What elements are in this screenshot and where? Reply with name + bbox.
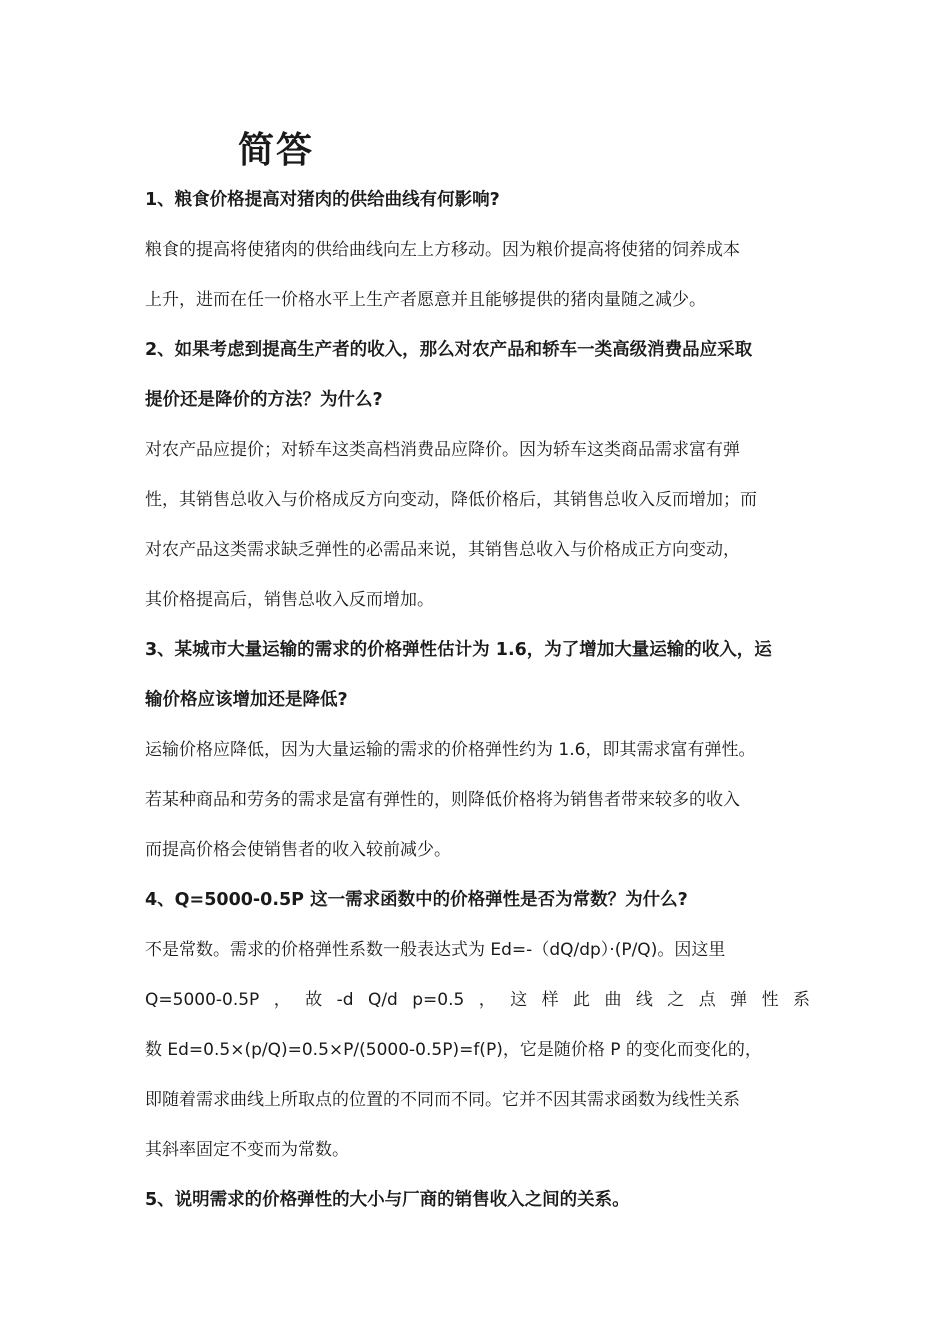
answer-line-justified xyxy=(145,975,810,1025)
answer-word: 弹 xyxy=(730,990,748,1010)
answer-line: 而提高价格会使销售者的收入较前减少。 xyxy=(145,840,451,860)
answer-line: 即随着需求曲线上所取点的位置的不同而不同。它并不因其需求函数为线性关系 xyxy=(145,1090,740,1110)
answer-word: 这 xyxy=(510,990,528,1010)
question-line: 提价还是降价的方法？为什么? xyxy=(145,390,383,410)
answer-line: 其斜率固定不变而为常数。 xyxy=(145,1140,349,1160)
answer-line: 运输价格应降低，因为大量运输的需求的价格弹性约为 1.6，即其需求富有弹性。 xyxy=(145,740,756,760)
answer-word: p=0.5 xyxy=(412,990,465,1010)
answer-word: 故 xyxy=(305,990,323,1010)
document-body xyxy=(145,175,810,1225)
question-line: 2、如果考虑到提高生产者的收入，那么对农产品和轿车一类高级消费品应采取 xyxy=(145,340,753,360)
answer-word: 系 xyxy=(792,990,810,1010)
answer-word: 线 xyxy=(635,990,653,1010)
answer-word: 样 xyxy=(541,990,559,1010)
answer-line: 数 Ed=0.5×(p/Q)=0.5×P/(5000-0.5P)=f(P)，它是随价格 P 的变化而变化的， xyxy=(145,1040,762,1060)
answer-line: 不是常数。需求的价格弹性系数一般表达式为 Ed=-（dQ/dp）·(P/Q)。因这里 xyxy=(145,940,726,960)
answer-word: -d xyxy=(336,990,354,1010)
answer-word: 性 xyxy=(761,990,779,1010)
question-line: 3、某城市大量运输的需求的价格弹性估计为 1.6，为了增加大量运输的收入，运 xyxy=(145,640,772,660)
answer-word: Q=5000-0.5P xyxy=(145,990,260,1010)
answer-word: ， xyxy=(273,990,291,1010)
answer-line: 粮食的提高将使猪肉的供给曲线向左上方移动。因为粮价提高将使猪的饲养成本 xyxy=(145,240,740,260)
answer-word: 曲 xyxy=(604,990,622,1010)
answer-word: 此 xyxy=(573,990,591,1010)
answer-word: Q/d xyxy=(367,990,398,1010)
question-line: 4、Q=5000-0.5P 这一需求函数中的价格弹性是否为常数？为什么? xyxy=(145,890,688,910)
answer-word: ， xyxy=(478,990,496,1010)
answer-line: 其价格提高后，销售总收入反而增加。 xyxy=(145,590,434,610)
answer-word: 点 xyxy=(698,990,716,1010)
answer-word: 之 xyxy=(667,990,685,1010)
answer-line: 若某种商品和劳务的需求是富有弹性的，则降低价格将为销售者带来较多的收入 xyxy=(145,790,740,810)
question-line: 5、说明需求的价格弹性的大小与厂商的销售收入之间的关系。 xyxy=(145,1190,630,1210)
question-line: 1、粮食价格提高对猪肉的供给曲线有何影响? xyxy=(145,190,500,210)
answer-line: 对农产品这类需求缺乏弹性的必需品来说，其销售总收入与价格成正方向变动， xyxy=(145,540,740,560)
page-title: 简答 xyxy=(238,130,315,171)
answer-line: 性，其销售总收入与价格成反方向变动，降低价格后，其销售总收入反而增加；而 xyxy=(145,490,757,510)
answer-line: 对农产品应提价；对轿车这类高档消费品应降价。因为轿车这类商品需求富有弹 xyxy=(145,440,740,460)
question-line: 输价格应该增加还是降低? xyxy=(145,690,348,710)
answer-line: 上升，进而在任一价格水平上生产者愿意并且能够提供的猪肉量随之减少。 xyxy=(145,290,706,310)
